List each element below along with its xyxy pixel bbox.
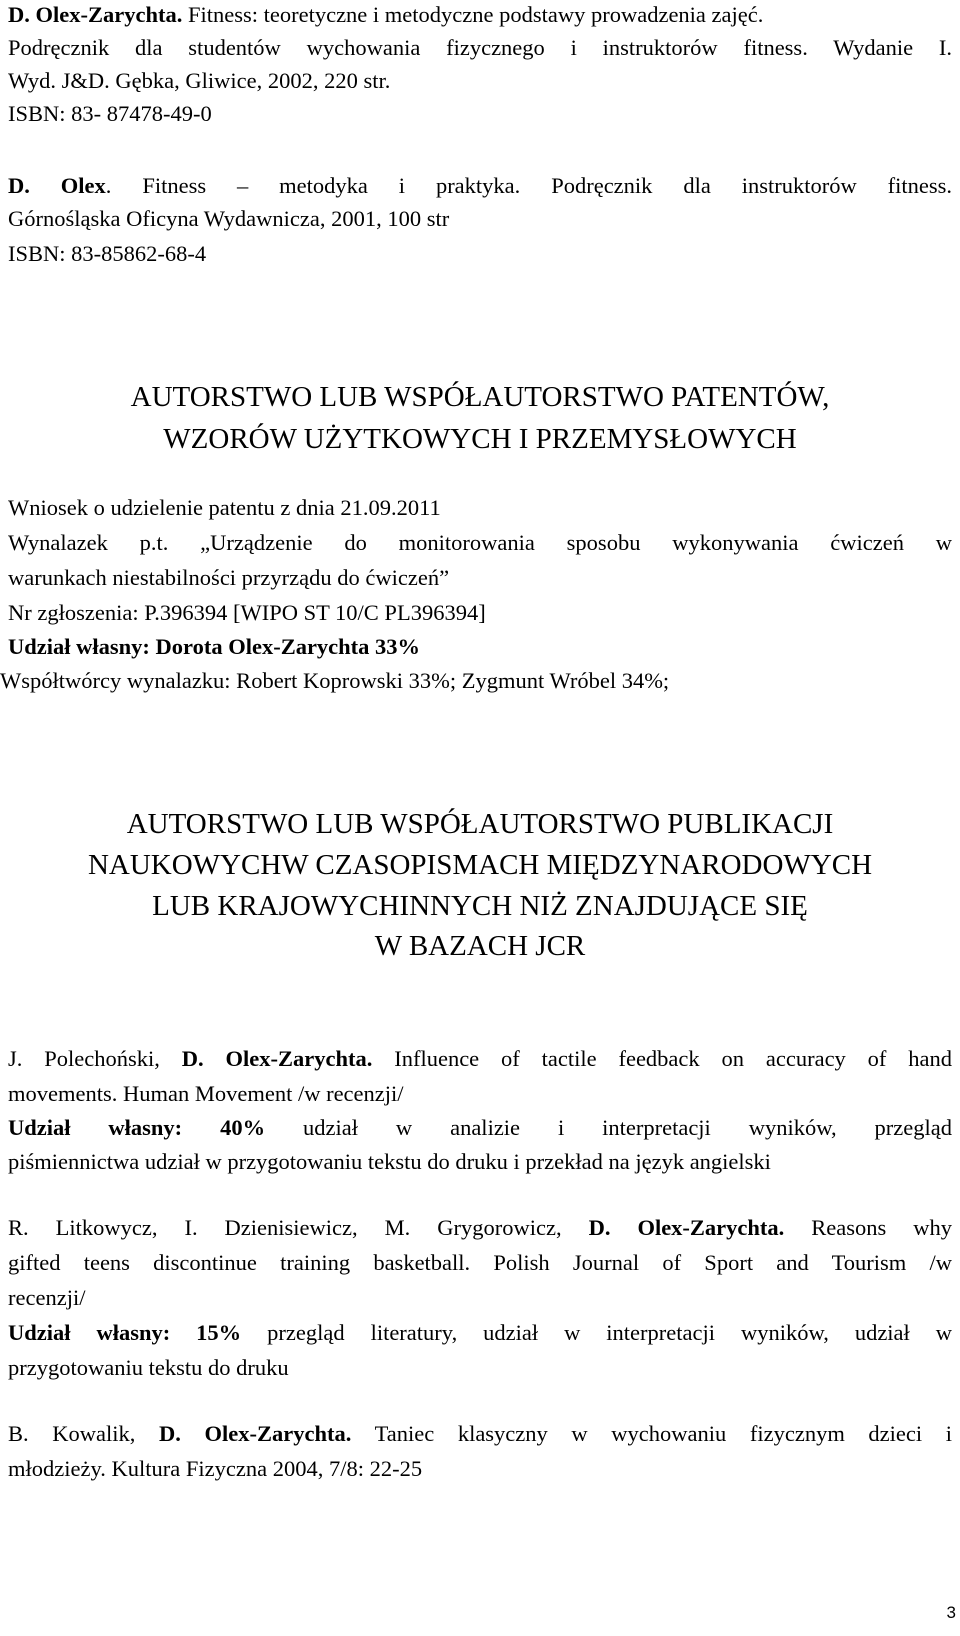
book1-line2: Podręcznik dla studentów wychowania fizycznego i instruktorów fitness. Wydanie I. xyxy=(8,35,952,60)
patent-title-line2: warunkach niestabilności przyrządu do ćwiczeń” xyxy=(8,565,450,590)
pub3-coauthor: B. Kowalik, xyxy=(8,1421,136,1446)
book1-title: Fitness: teoretyczne i metodyczne podstawy prowadzenia zajęć. xyxy=(187,2,764,27)
pub1-line2: movements. Human Movement /w recenzji/ xyxy=(8,1081,404,1106)
pub1-author: D. Olex-Zarychta. xyxy=(181,1046,373,1071)
publications-heading-line1: AUTORSTWO LUB WSPÓŁAUTORSTWO PUBLIKACJI xyxy=(126,808,834,840)
patent-coauthors: Współtwórcy wynalazku: Robert Koprowski 33%; Zygmunt Wróbel 34%; xyxy=(0,668,670,693)
patents-heading-line2: WZORÓW UŻYTKOWYCH I PRZEMYSŁOWYCH xyxy=(163,423,797,455)
pub2-line1 xyxy=(8,1215,952,1241)
pub2-line2: gifted teens discontinue training basketball. Polish Journal of Sport and Tourism /w xyxy=(8,1250,952,1275)
patent-title-line1: Wynalazek p.t. „Urządzenie do monitorowania sposobu wykonywania ćwiczeń w xyxy=(8,530,952,555)
pub1-title: Influence of tactile feedback on accuracy of hand xyxy=(394,1046,953,1071)
book1-line1 xyxy=(8,2,763,28)
pub3-line2: młodzieży. Kultura Fizyczna 2004, 7/8: 22-25 xyxy=(8,1456,423,1481)
pub2-title: Reasons why xyxy=(811,1215,953,1240)
pub2-share: Udział własny: 15% xyxy=(8,1320,242,1345)
patents-heading-line1: AUTORSTWO LUB WSPÓŁAUTORSTWO PATENTÓW, xyxy=(130,381,830,413)
book2-line1 xyxy=(8,173,952,199)
pub1-share: Udział własny: 40% xyxy=(8,1115,266,1140)
publications-heading-line3: LUB KRAJOWYCHINNYCH NIŻ ZNAJDUJĄCE SIĘ xyxy=(152,890,808,922)
pub2-author: D. Olex-Zarychta. xyxy=(588,1215,785,1240)
pub3-title: Taniec klasyczny w wychowaniu fizycznym dzieci i xyxy=(374,1421,953,1446)
pub2-line5: przygotowaniu tekstu do druku xyxy=(8,1355,289,1380)
pub1-line3 xyxy=(8,1115,952,1141)
patent-share: Udział własny: Dorota Olex-Zarychta 33% xyxy=(8,634,421,659)
pub1-coauthor: J. Polechoński, xyxy=(8,1046,160,1071)
publications-heading-line2: NAUKOWYCHW CZASOPISMACH MIĘDZYNARODOWYCH xyxy=(87,849,873,881)
pub2-coauthors: R. Litkowycz, I. Dzienisiewicz, M. Grygorowicz, xyxy=(8,1215,562,1240)
pub2-line3: recenzji/ xyxy=(8,1285,86,1310)
pub1-contribution: udział w analizie i interpretacji wyników, przegląd xyxy=(303,1115,953,1140)
book2-author: D. Olex xyxy=(8,173,106,198)
book2-title: . Fitness – metodyka i praktyka. Podręcznik dla instruktorów fitness. xyxy=(105,173,952,198)
patent-number: Nr zgłoszenia: P.396394 [WIPO ST 10/C PL396394] xyxy=(8,600,486,625)
book1-isbn: ISBN: 83- 87478-49-0 xyxy=(8,101,212,126)
patent-application: Wniosek o udzielenie patentu z dnia 21.09.2011 xyxy=(8,495,441,520)
pub3-author: D. Olex-Zarychta. xyxy=(159,1421,352,1446)
pub3-line1 xyxy=(8,1421,952,1447)
book2-isbn: ISBN: 83-85862-68-4 xyxy=(8,241,207,266)
pub1-line4: piśmiennictwa udział w przygotowaniu tekstu do druku i przekład na język angielski xyxy=(8,1149,771,1174)
publications-heading-line4: W BAZACH JCR xyxy=(374,930,586,962)
page-number: 3 xyxy=(946,1603,956,1622)
book2-line2: Górnośląska Oficyna Wydawnicza, 2001, 100 str xyxy=(8,206,450,231)
pub2-contribution: przegląd literatury, udział w interpretacji wyników, udział w xyxy=(267,1320,953,1345)
pub2-line4 xyxy=(8,1320,952,1346)
pub1-line1 xyxy=(8,1046,952,1072)
book1-line3: Wyd. J&D. Gębka, Gliwice, 2002, 220 str. xyxy=(8,68,391,93)
book1-author: D. Olex-Zarychta. xyxy=(8,2,183,27)
